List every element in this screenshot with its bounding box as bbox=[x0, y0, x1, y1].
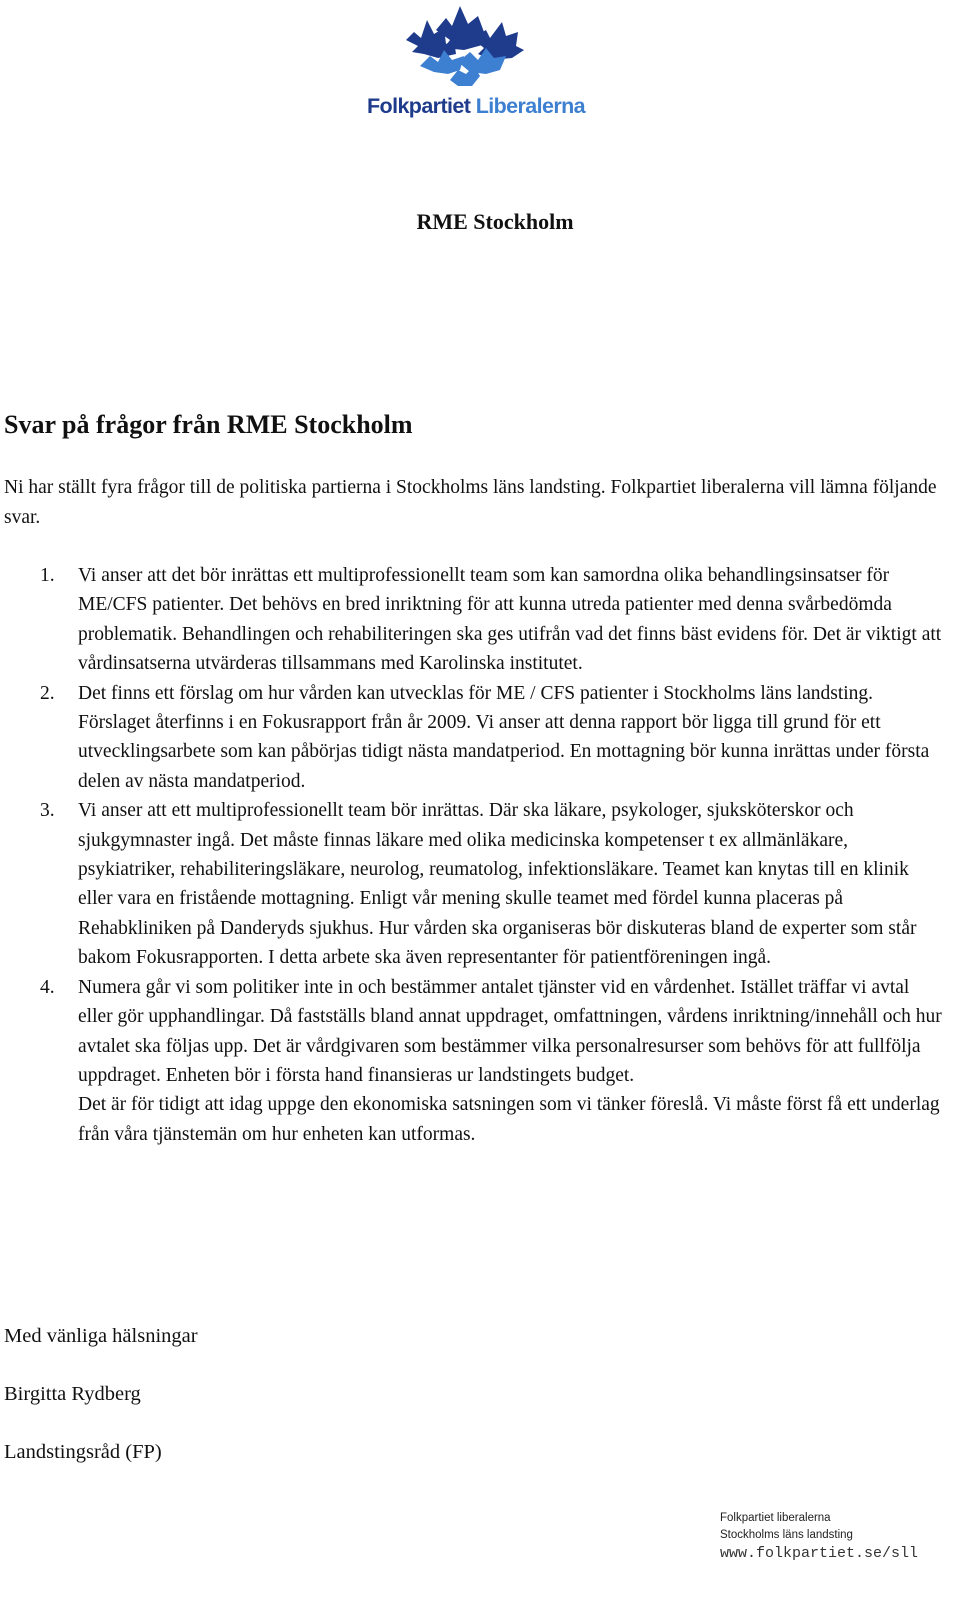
footer-region: Stockholms läns landsting bbox=[720, 1529, 853, 1541]
answer-number: 4. bbox=[40, 976, 55, 998]
answer-number: 1. bbox=[40, 565, 55, 586]
answers-list bbox=[0, 561, 946, 1149]
footer-org: Folkpartiet liberalerna bbox=[720, 1512, 831, 1524]
brand-name bbox=[356, 94, 596, 119]
answer-text: Numera går vi som politiker inte in och bestämmer antalet tjänster vid en vårdenhet. Istället träffar vi avtal eller gör upphandlingar. Då fastställs bland annat uppdraget, omfattningen, vårdens inriktning/innehåll och hur avtalet ska följas upp. Det är vårdgivaren som bestämmer vilka personalresurser som behövs för att fullfölja uppdraget. Enheten bör i första hand finansieras ur landstingets budget. bbox=[78, 976, 942, 1086]
answer-text: Vi anser att ett multiprofessionellt team bör inrättas. Där ska läkare, psykologer, sjuksköterskor och sjukgymnaster ingå. Det måste finnas läkare med olika medicinska kompetenser t ex allmänläkare, psykiatriker, rehabiliteringsläkare, neurolog, reumatolog, infektionsläkare. Teamet kan knytas till en klinik eller vara en fristående mottagning. Enligt vår mening skulle teamet med fördel kunna placeras på Rehabkliniken på Danderyds sjukhus. Hur vården ska organiseras bör diskuteras bland de experter som står bakom Fokusrapporten. I detta arbete ska även representanter för patientföreningen ingå. bbox=[78, 800, 917, 969]
answer-item bbox=[0, 973, 946, 1149]
footer bbox=[720, 1510, 918, 1564]
page-heading: Svar på frågor från RME Stockholm bbox=[4, 410, 413, 439]
answer-number: 3. bbox=[40, 800, 55, 822]
answer-text-continued: Det är för tidigt att idag uppge den ekonomiska satsningen som vi tänker föreslå. Vi måste först få ett underlag från våra tjänstemän om hur enheten kan utformas. bbox=[78, 1094, 940, 1145]
signatory-name: Birgitta Rydberg bbox=[4, 1383, 141, 1405]
star-flower-icon bbox=[394, 0, 534, 92]
answer-item bbox=[0, 561, 946, 679]
intro-paragraph: Ni har ställt fyra frågor till de politiska partierna i Stockholms läns landsting. Folkpartiet liberalerna vill lämna följande svar. bbox=[4, 477, 937, 528]
footer-url[interactable]: www.folkpartiet.se/sll bbox=[720, 1545, 919, 1562]
document-title: RME Stockholm bbox=[416, 209, 574, 234]
answer-item bbox=[0, 679, 946, 797]
answer-item bbox=[0, 796, 946, 972]
signatory-role: Landstingsråd (FP) bbox=[4, 1441, 162, 1463]
answer-number: 2. bbox=[40, 682, 55, 704]
answer-text: Det finns ett förslag om hur vården kan utvecklas för ME / CFS patienter i Stockholms läns landsting. Förslaget återfinns i en Fokusrapport från år 2009. Vi anser att denna rapport bör ligga till grund för ett utvecklingsarbete som kan påbörjas tidigt nästa mandatperiod. En mottagning bör kunna inrättas under första delen av nästa mandatperiod. bbox=[78, 682, 930, 792]
brand-part-liberalerna: Liberalerna bbox=[475, 94, 585, 118]
answer-text: Vi anser att det bör inrättas ett multiprofessionellt team som kan samordna olika behandlingsinsatser för ME/CFS patienter. Det behövs en bred inriktning för att kunna utreda patienter med denna svårbedömda problematik. Behandlingen och rehabiliteringen ska ges utifrån vad det finns bäst evidens för. Det är viktigt att vårdinsatserna utvärderas tillsammans med Karolinska institutet. bbox=[78, 565, 942, 675]
closing-greeting: Med vänliga hälsningar bbox=[4, 1325, 198, 1347]
brand-part-folkpartiet: Folkpartiet bbox=[367, 94, 471, 118]
party-logo bbox=[356, 0, 596, 128]
